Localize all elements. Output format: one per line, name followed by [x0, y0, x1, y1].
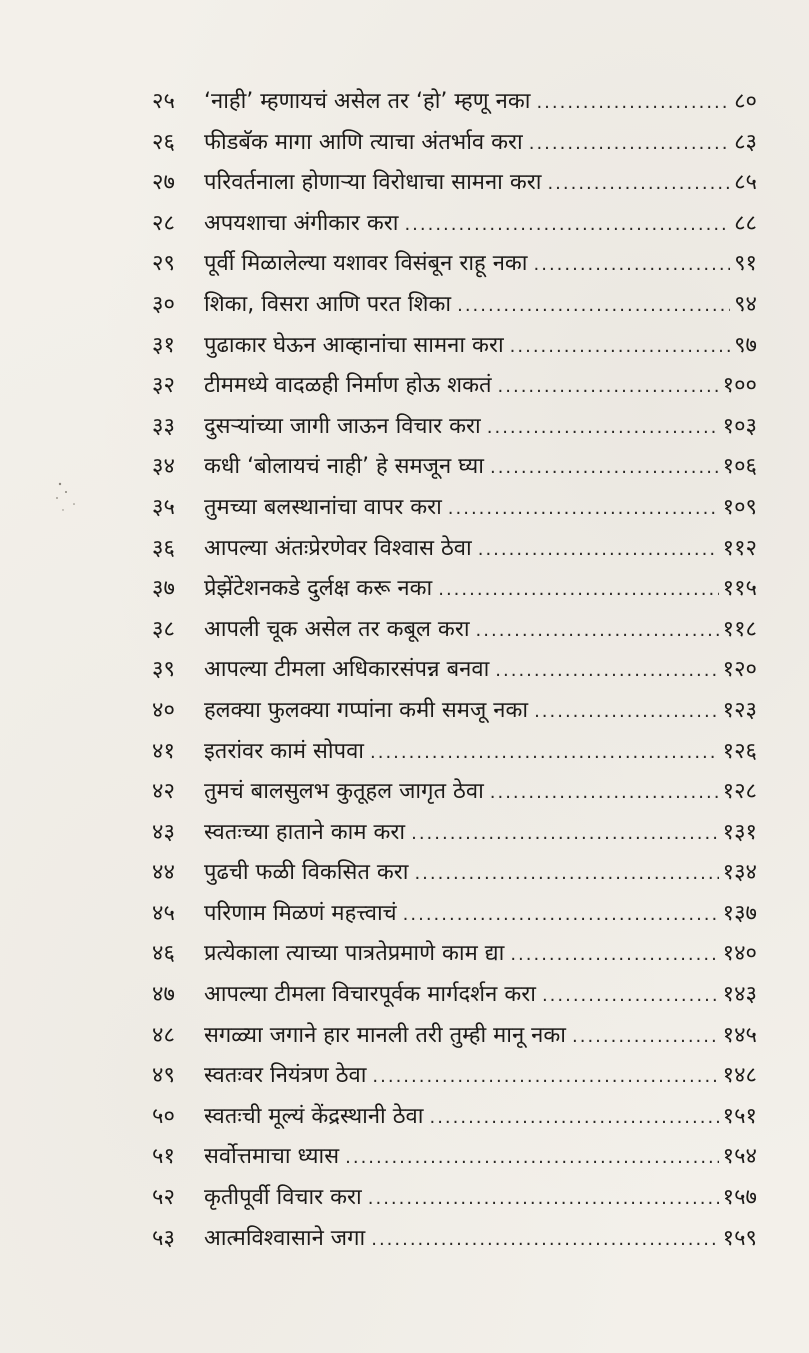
chapter-number: २६ — [152, 129, 175, 155]
toc-entry — [0, 529, 809, 570]
toc-entry — [0, 772, 809, 813]
toc-entry-line — [204, 1219, 757, 1261]
toc-entry — [0, 285, 809, 326]
chapter-title: सगळ्या जगाने हार मानली तरी तुम्ही मानू नका — [204, 1022, 566, 1048]
dot-leader — [370, 733, 719, 774]
chapter-title: पुढाकार घेऊन आव्हानांचा सामना करा — [204, 332, 504, 358]
chapter-number: ३५ — [152, 494, 175, 520]
dot-leader — [345, 1138, 719, 1179]
chapter-number: ३६ — [152, 535, 175, 561]
page-number: १२६ — [722, 738, 757, 764]
page-number: १४५ — [722, 1022, 757, 1048]
dot-leader — [372, 1057, 718, 1098]
page-number: १०३ — [722, 413, 757, 439]
chapter-title: अपयशाचा अंगीकार करा — [204, 210, 399, 236]
page-number: ११२ — [722, 535, 757, 561]
chapter-title: आपल्या टीमला अधिकारसंपन्न बनवा — [204, 657, 490, 683]
toc-entry-line — [204, 447, 757, 489]
toc-entry-line — [204, 529, 757, 571]
toc-entry — [0, 934, 809, 975]
toc-entry — [0, 326, 809, 367]
chapter-number: ४५ — [152, 900, 175, 926]
toc-entry — [0, 244, 809, 285]
chapter-title: आपली चूक असेल तर कबूल करा — [204, 616, 470, 642]
page-number: ९४ — [734, 291, 757, 317]
page-number: १५१ — [722, 1103, 757, 1129]
page-number: १४३ — [722, 982, 757, 1008]
chapter-number: ५२ — [152, 1185, 175, 1211]
dot-leader — [534, 245, 731, 286]
chapter-title: फीडबॅक मागा आणि त्याचा अंतर्भाव करा — [204, 129, 523, 155]
toc-entry — [0, 894, 809, 935]
toc-entry — [0, 447, 809, 488]
dot-leader — [495, 651, 718, 692]
chapter-number: ३१ — [152, 332, 175, 358]
page-number: ९७ — [734, 332, 757, 358]
toc-entry — [0, 82, 809, 123]
page-number: १२० — [722, 657, 757, 683]
dot-leader — [536, 83, 730, 124]
toc-entry-line — [204, 569, 757, 611]
chapter-number: ४६ — [152, 941, 175, 967]
dot-leader — [490, 448, 719, 489]
dot-leader — [534, 692, 719, 733]
chapter-number: ४८ — [152, 1022, 175, 1048]
page-number: १२३ — [722, 697, 757, 723]
toc-entry — [0, 1056, 809, 1097]
toc-entry — [0, 488, 809, 529]
page-number: १४० — [722, 941, 757, 967]
chapter-number: २७ — [152, 170, 175, 196]
dot-leader — [487, 408, 719, 449]
chapter-number: ३८ — [152, 616, 175, 642]
chapter-title: कधी ‘बोलायचं नाही’ हे समजून घ्या — [204, 454, 484, 480]
chapter-number: ४२ — [152, 779, 175, 805]
toc-entry-line — [204, 813, 757, 855]
chapter-number: २९ — [152, 251, 175, 277]
dot-leader — [368, 1179, 719, 1220]
toc-entry-line — [204, 407, 757, 449]
chapter-title: तुमच्या बलस्थानांचा वापर करा — [204, 494, 442, 520]
toc-entry-line — [204, 204, 757, 246]
chapter-title: आपल्या अंतःप्रेरणेवर विश्वास ठेवा — [204, 535, 472, 561]
table-of-contents — [0, 82, 809, 1259]
chapter-title: दुसऱ्यांच्या जागी जाऊन विचार करा — [204, 413, 481, 439]
toc-entry — [0, 123, 809, 164]
chapter-number: ३९ — [152, 657, 175, 683]
toc-entry-line — [204, 1137, 757, 1179]
toc-entry-line — [204, 1178, 757, 1220]
dot-leader — [529, 124, 730, 165]
page-number: १४८ — [722, 1063, 757, 1089]
toc-entry-line — [204, 82, 757, 124]
page-number: ८३ — [734, 129, 757, 155]
dot-leader — [572, 1017, 719, 1058]
page-number: ११५ — [722, 576, 757, 602]
dot-leader — [414, 854, 718, 895]
chapter-number: ४९ — [152, 1063, 175, 1089]
chapter-title: आपल्या टीमला विचारपूर्वक मार्गदर्शन करा — [204, 982, 536, 1008]
page-number: १०९ — [722, 494, 757, 520]
chapter-title: प्रेझेंटेशनकडे दुर्लक्ष करू नका — [204, 576, 433, 602]
page-number: १३७ — [722, 900, 757, 926]
dot-leader — [429, 1098, 718, 1139]
chapter-number: ३० — [152, 291, 175, 317]
page-number: १३१ — [722, 819, 757, 845]
toc-entry — [0, 1097, 809, 1138]
toc-entry-line — [204, 326, 757, 368]
chapter-title: पुढची फळी विकसित करा — [204, 860, 409, 886]
dot-leader — [411, 814, 719, 855]
toc-entry — [0, 853, 809, 894]
chapter-title: कृतीपूर्वी विचार करा — [204, 1185, 362, 1211]
toc-entry — [0, 1016, 809, 1057]
page-number: ८५ — [734, 170, 757, 196]
chapter-number: ४७ — [152, 982, 175, 1008]
page-number: ८८ — [734, 210, 757, 236]
page-number: ९१ — [734, 251, 757, 277]
page-number: ११८ — [722, 616, 757, 642]
dot-leader — [547, 164, 730, 205]
dot-leader — [457, 286, 730, 327]
toc-entry — [0, 569, 809, 610]
toc-entry-line — [204, 934, 757, 976]
toc-entry-line — [204, 853, 757, 895]
toc-entry-line — [204, 285, 757, 327]
dot-leader — [403, 895, 719, 936]
page-number: १५४ — [722, 1144, 757, 1170]
chapter-number: ५१ — [152, 1144, 175, 1170]
dot-leader — [542, 976, 719, 1017]
chapter-number: ३२ — [152, 373, 175, 399]
toc-entry-line — [204, 1056, 757, 1098]
page-number: १३४ — [722, 860, 757, 886]
chapter-title: प्रत्येकाला त्याच्या पात्रतेप्रमाणे काम द्या — [204, 941, 505, 967]
chapter-title: सर्वोत्तमाचा ध्यास — [204, 1144, 340, 1170]
chapter-number: ५० — [152, 1103, 175, 1129]
chapter-title: हलक्या फुलक्या गप्पांना कमी समजू नका — [204, 697, 529, 723]
toc-entry-line — [204, 163, 757, 205]
toc-entry-line — [204, 1016, 757, 1058]
chapter-title: तुमचं बालसुलभ कुतूहल जागृत ठेवा — [204, 779, 484, 805]
chapter-number: ४१ — [152, 738, 175, 764]
chapter-number: ३७ — [152, 576, 175, 602]
toc-entry — [0, 1178, 809, 1219]
toc-entry — [0, 1219, 809, 1260]
toc-entry — [0, 813, 809, 854]
toc-entry — [0, 610, 809, 651]
chapter-title: आत्मविश्वासाने जगा — [204, 1225, 366, 1251]
chapter-number: ३३ — [152, 413, 175, 439]
chapter-title: शिका, विसरा आणि परत शिका — [204, 291, 452, 317]
toc-entry-line — [204, 366, 757, 408]
toc-entry — [0, 163, 809, 204]
page-number: १५७ — [722, 1185, 757, 1211]
toc-entry — [0, 650, 809, 691]
chapter-number: ४४ — [152, 860, 175, 886]
chapter-title: परिवर्तनाला होणाऱ्या विरोधाचा सामना करा — [204, 170, 542, 196]
toc-entry-line — [204, 123, 757, 165]
toc-entry — [0, 1137, 809, 1178]
toc-entry — [0, 204, 809, 245]
chapter-title: टीममध्ये वादळही निर्माण होऊ शकतं — [204, 373, 492, 399]
chapter-number: ५३ — [152, 1225, 175, 1251]
dot-leader — [478, 530, 719, 571]
toc-entry-line — [204, 650, 757, 692]
page-number: १२८ — [722, 779, 757, 805]
dot-leader — [510, 327, 730, 368]
chapter-title: स्वतःच्या हाताने काम करा — [204, 819, 406, 845]
dot-leader — [476, 611, 719, 652]
toc-entry — [0, 975, 809, 1016]
dot-leader — [510, 935, 718, 976]
toc-entry-line — [204, 244, 757, 286]
chapter-title: परिणाम मिळणं महत्त्वाचं — [204, 900, 397, 926]
toc-entry-line — [204, 975, 757, 1017]
toc-entry — [0, 691, 809, 732]
toc-entry-line — [204, 772, 757, 814]
page-number: १०६ — [722, 454, 757, 480]
toc-entry-line — [204, 732, 757, 774]
chapter-number: ३४ — [152, 454, 175, 480]
chapter-title: स्वतःवर नियंत्रण ठेवा — [204, 1063, 367, 1089]
toc-entry — [0, 732, 809, 773]
chapter-title: ‘नाही’ म्हणायचं असेल तर ‘हो’ म्हणू नका — [204, 89, 531, 114]
chapter-number: ४३ — [152, 819, 175, 845]
toc-entry-line — [204, 691, 757, 733]
toc-entry-line — [204, 1097, 757, 1139]
dot-leader — [490, 773, 719, 814]
toc-entry-line — [204, 894, 757, 936]
chapter-title: इतरांवर कामं सोपवा — [204, 738, 365, 764]
dot-leader — [438, 570, 718, 611]
toc-entry-line — [204, 610, 757, 652]
page-number: ८० — [734, 89, 757, 114]
dot-leader — [448, 489, 719, 530]
toc-entry-line — [204, 488, 757, 530]
page-number: १०० — [722, 373, 757, 399]
toc-entry — [0, 407, 809, 448]
toc-entry — [0, 366, 809, 407]
chapter-number: ४० — [152, 697, 175, 723]
chapter-number: २५ — [152, 89, 175, 114]
dot-leader — [404, 205, 730, 246]
dot-leader — [371, 1220, 718, 1261]
chapter-title: स्वतःची मूल्यं केंद्रस्थानी ठेवा — [204, 1103, 424, 1129]
chapter-title: पूर्वी मिळालेल्या यशावर विसंबून राहू नका — [204, 251, 528, 277]
dot-leader — [498, 367, 719, 408]
page-number: १५९ — [722, 1225, 757, 1251]
chapter-number: २८ — [152, 210, 175, 236]
